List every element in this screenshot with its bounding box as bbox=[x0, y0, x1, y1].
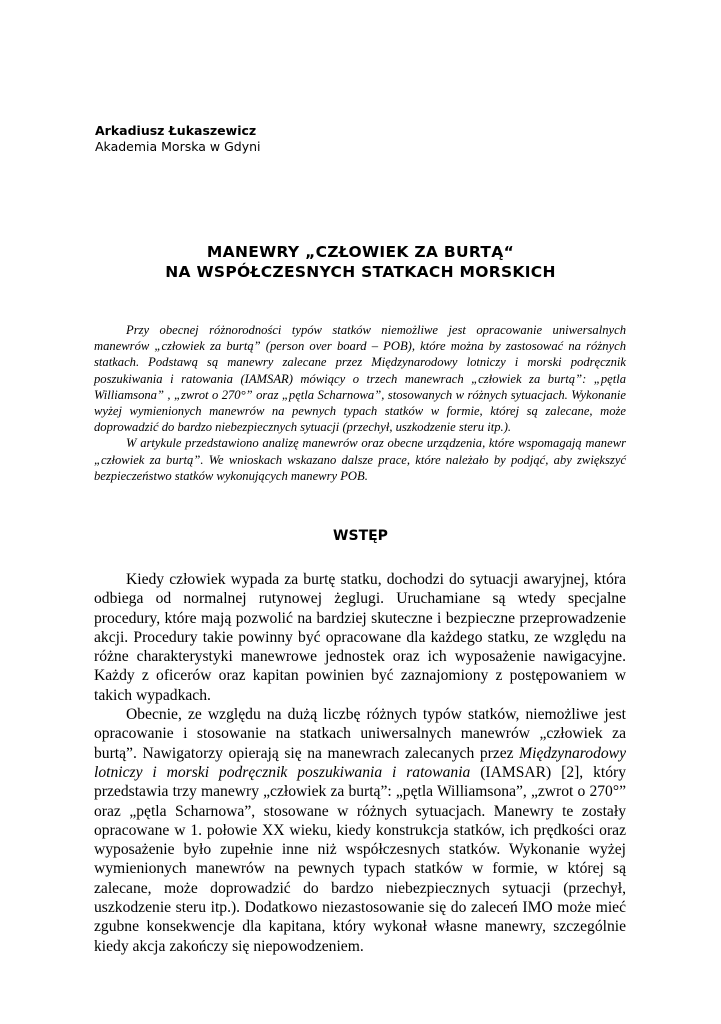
body-paragraph-2 bbox=[94, 705, 626, 956]
paper-title bbox=[0, 242, 721, 282]
title-line-1: MANEWRY „CZŁOWIEK ZA BURTĄ“ bbox=[206, 243, 515, 261]
abstract bbox=[94, 322, 626, 484]
body-text bbox=[94, 570, 626, 956]
section-heading: WSTĘP bbox=[333, 528, 388, 544]
author-block bbox=[95, 123, 261, 155]
body-paragraph-2-part-a: Obecnie, ze względu na dużą liczbę różnych typów statków, niemożliwe jest opracowanie i stosowanie na statkach uniwersalnych manewrów „człowiek za burtą”. Nawigatorzy opierają się na manewrach zalecanych przez bbox=[94, 706, 626, 762]
author-affiliation: Akademia Morska w Gdyni bbox=[95, 139, 261, 154]
abstract-paragraph-2: W artykule przedstawiono analizę manewrów oraz obecne urządzenia, które wspomagają manewr „człowiek za burtą”. We wnioskach wskazano dalsze prace, które należało by podjąć, aby zwiększyć bezpieczeństwo statków wykonujących manewry POB. bbox=[94, 436, 626, 483]
body-paragraph-2-part-b: (IAMSAR) [2], który przedstawia trzy manewry „człowiek za burtą”: „pętla Williamsona”, „zwrot o 270°” oraz „pętla Scharnowa”, stosowane w różnych sytuacjach. Manewry te zostały opracowane w 1. połowie XX wieku, kiedy konstrukcja statków, ich prędkości oraz wyposażenie było zupełnie inne niż współczesnych statków. Wykonanie wyżej wymienionych manewrów na pewnych typach statków w formie, w której są zalecane, może doprowadzić do bardzo niebezpiecznych sytuacji (przechył, uszkodzenie steru itp.). Dodatkowo niezastosowanie się do zaleceń IMO może mieć zgubne konsekwencje dla kapitana, który wykonał własne manewry, szczególnie kiedy akcja zakończy się niepowodzeniem. bbox=[94, 763, 626, 955]
iamsar-manual-title: Międzynarodowy lotniczy i morski podręcznik poszukiwania i ratowania bbox=[94, 744, 626, 781]
title-line-2: NA WSPÓŁCZESNYCH STATKACH MORSKICH bbox=[165, 263, 556, 281]
author-name: Arkadiusz Łukaszewicz bbox=[95, 123, 257, 138]
abstract-paragraph-1: Przy obecnej różnorodności typów statków niemożliwe jest opracowanie uniwersalnych manewrów „człowiek za burtą” (person over board – POB), które można by zastosować na różnych statkach. Podstawą są manewry zalecane przez Międzynarodowy lotniczy i morski podręcznik poszukiwania i ratowania (IAMSAR) mówiący o trzech manewrach „człowiek za burtą”: „pętla Williamsona” , „zwrot o 270°” oraz „pętla Scharnowa”, stosowanych w różnych sytuacjach. Wykonanie wyżej wymienionych manewrów na pewnych typach statków w formie, której są zalecane, może doprowadzić do bardzo niebezpiecznych sytuacji (przechył, uszkodzenie steru itp.). bbox=[94, 323, 626, 435]
body-paragraph-1: Kiedy człowiek wypada za burtę statku, dochodzi do sytuacji awaryjnej, która odbiega od normalnej rutynowej żeglugi. Uruchamiane są wtedy specjalne procedury, które mają pozwolić na bardziej skuteczne i bezpieczne przeprowadzenie akcji. Procedury takie powinny być opracowane dla każdego statku, ze względu na różne charakterystyki manewrowe jednostek oraz ich wyposażenie nawigacyjne. Każdy z oficerów oraz kapitan powinien być zaznajomiony z postępowaniem w takich wypadkach. bbox=[94, 571, 626, 704]
